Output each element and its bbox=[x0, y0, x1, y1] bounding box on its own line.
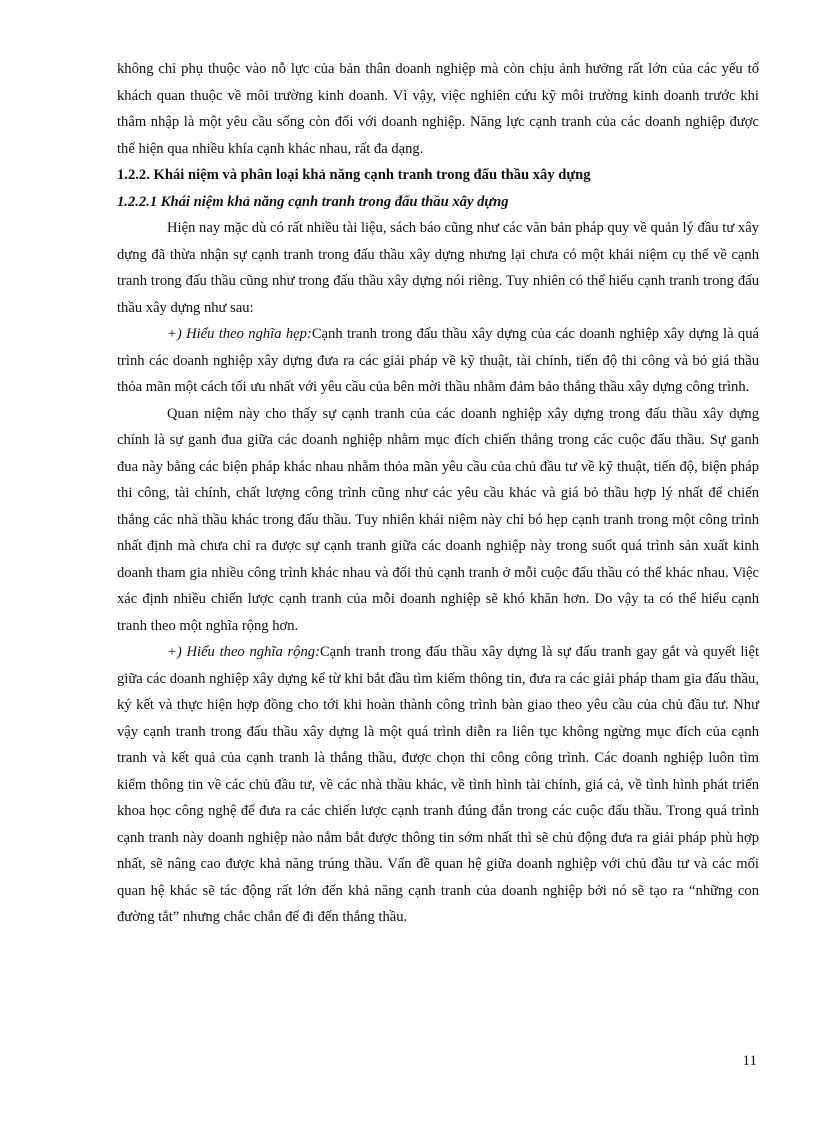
paragraph-concept: Quan niệm này cho thấy sự cạnh tranh của các doanh nghiệp xây dựng trong đấu thầu xây dựng chính là sự ganh đua giữa các doanh nghiệp nhằm mục đích chiến thắng trong các cuộc đấu thầu. Sự ganh đua này bằng các biện pháp khác nhau nhằm thỏa mãn yêu cầu của chủ đầu tư về kỹ thuật, tiến độ, biện pháp thi công, tài chính, chất lượng công trình cũng như các yêu cầu khác và giá bỏ thầu hợp lý nhất để chiến thắng các nhà thầu khác trong đấu thầu. Tuy nhiên khái niệm này chỉ bó hẹp cạnh tranh trong một công trình nhất định mà chưa chỉ ra được sự cạnh tranh giữa các doanh nghiệp này trong suốt quá trình sản xuất kinh doanh tham gia nhiều công trình khác nhau và đối thủ cạnh tranh ở mỗi cuộc đấu thầu có thể khác nhau. Việc xác định nhiều chiến lược cạnh tranh của mỗi doanh nghiệp sẽ khó khăn hơn. Do vậy ta có thể hiểu cạnh tranh theo một nghĩa rộng hơn. bbox=[117, 405, 759, 634]
paragraph-overview: Hiện nay mặc dù có rất nhiều tài liệu, sách báo cũng như các văn bản pháp quy về quản lý đầu tư xây dựng đã thừa nhận sự cạnh tranh trong đấu thầu xây dựng nhưng lại chưa có một khái niệm cụ thể về cạnh tranh trong đấu thầu cũng như trong đấu thầu xây dựng nói riêng. Tuy nhiên có thể hiểu cạnh tranh trong đấu thầu xây dựng như sau: bbox=[117, 220, 759, 316]
broad-sense-label: +) Hiểu theo nghĩa rộng: bbox=[167, 644, 320, 660]
subsection-heading: 1.2.2.1 Khái niệm khả năng cạnh tranh trong đấu thầu xây dựng bbox=[117, 193, 509, 210]
broad-sense-text: Cạnh tranh trong đấu thầu xây dựng là sự đấu tranh gay gắt và quyết liệt giữa các doanh nghiệp xây dựng kể từ khi bắt đầu tìm kiếm thông tin, đưa ra các giải pháp tham gia đấu thầu, ký kết và thực hiện hợp đồng cho tới khi hoàn thành công trình bàn giao theo yêu cầu của chủ đầu tư. Như vậy cạnh tranh trong đấu thầu xây dựng là một quá trình diễn ra liên tục không ngừng mục đích của cạnh tranh và kết quả của cạnh tranh là thắng thầu, được chọn thi công công trình. Các doanh nghiệp luôn tìm kiếm thông tin về các chủ đầu tư, về các nhà thầu khác, về tình hình tài chính, giá cả, về tình hình phát triển khoa học công nghệ để đưa ra các chiến lược cạnh tranh đúng đắn trong các cuộc đấu thầu. Trong quá trình cạnh tranh này doanh nghiệp nào nắm bắt được thông tin sớm nhất thì sẽ chủ động đưa ra giải pháp phù hợp nhất, sẽ nâng cao được khả năng trúng thầu. Vấn đề quan hệ giữa doanh nghiệp với chủ đầu tư và các mối quan hệ khác sẽ tác động rất lớn đến khả năng cạnh tranh của doanh nghiệp bởi nó sẽ tạo ra “những con đường tắt” nhưng chắc chắn để đi đến thắng thầu. bbox=[117, 644, 759, 925]
paragraph-narrow-sense bbox=[117, 321, 759, 401]
document-page bbox=[117, 56, 759, 931]
page-number: 11 bbox=[742, 1053, 757, 1069]
narrow-sense-label: +) Hiểu theo nghĩa hẹp: bbox=[167, 326, 312, 342]
section-heading: 1.2.2. Khái niệm và phân loại khả năng cạnh tranh trong đấu thầu xây dựng bbox=[117, 167, 591, 183]
paragraph-intro: không chỉ phụ thuộc vào nỗ lực của bản thân doanh nghiệp mà còn chịu ảnh hưởng rất lớn của các yếu tố khách quan thuộc về môi trường kinh doanh. Vì vậy, việc nghiên cứu kỹ môi trường kinh doanh trước khi thâm nhập là một yêu cầu sống còn đối với doanh nghiệp. Năng lực cạnh tranh của các doanh nghiệp được thể hiện qua nhiều khía cạnh khác nhau, rất đa dạng. bbox=[117, 61, 759, 157]
narrow-sense-text: Cạnh tranh trong đấu thầu xây dựng của các doanh nghiệp xây dựng là quá trình các doanh nghiệp xây dựng đưa ra các giải pháp về kỹ thuật, tài chính, tiến độ thi công và bỏ giá thầu thỏa mãn một cách tối ưu nhất với yêu cầu của bên mời thầu nhằm đảm bảo thắng thầu xây dựng công trình. bbox=[117, 326, 760, 395]
paragraph-broad-sense bbox=[117, 639, 759, 931]
